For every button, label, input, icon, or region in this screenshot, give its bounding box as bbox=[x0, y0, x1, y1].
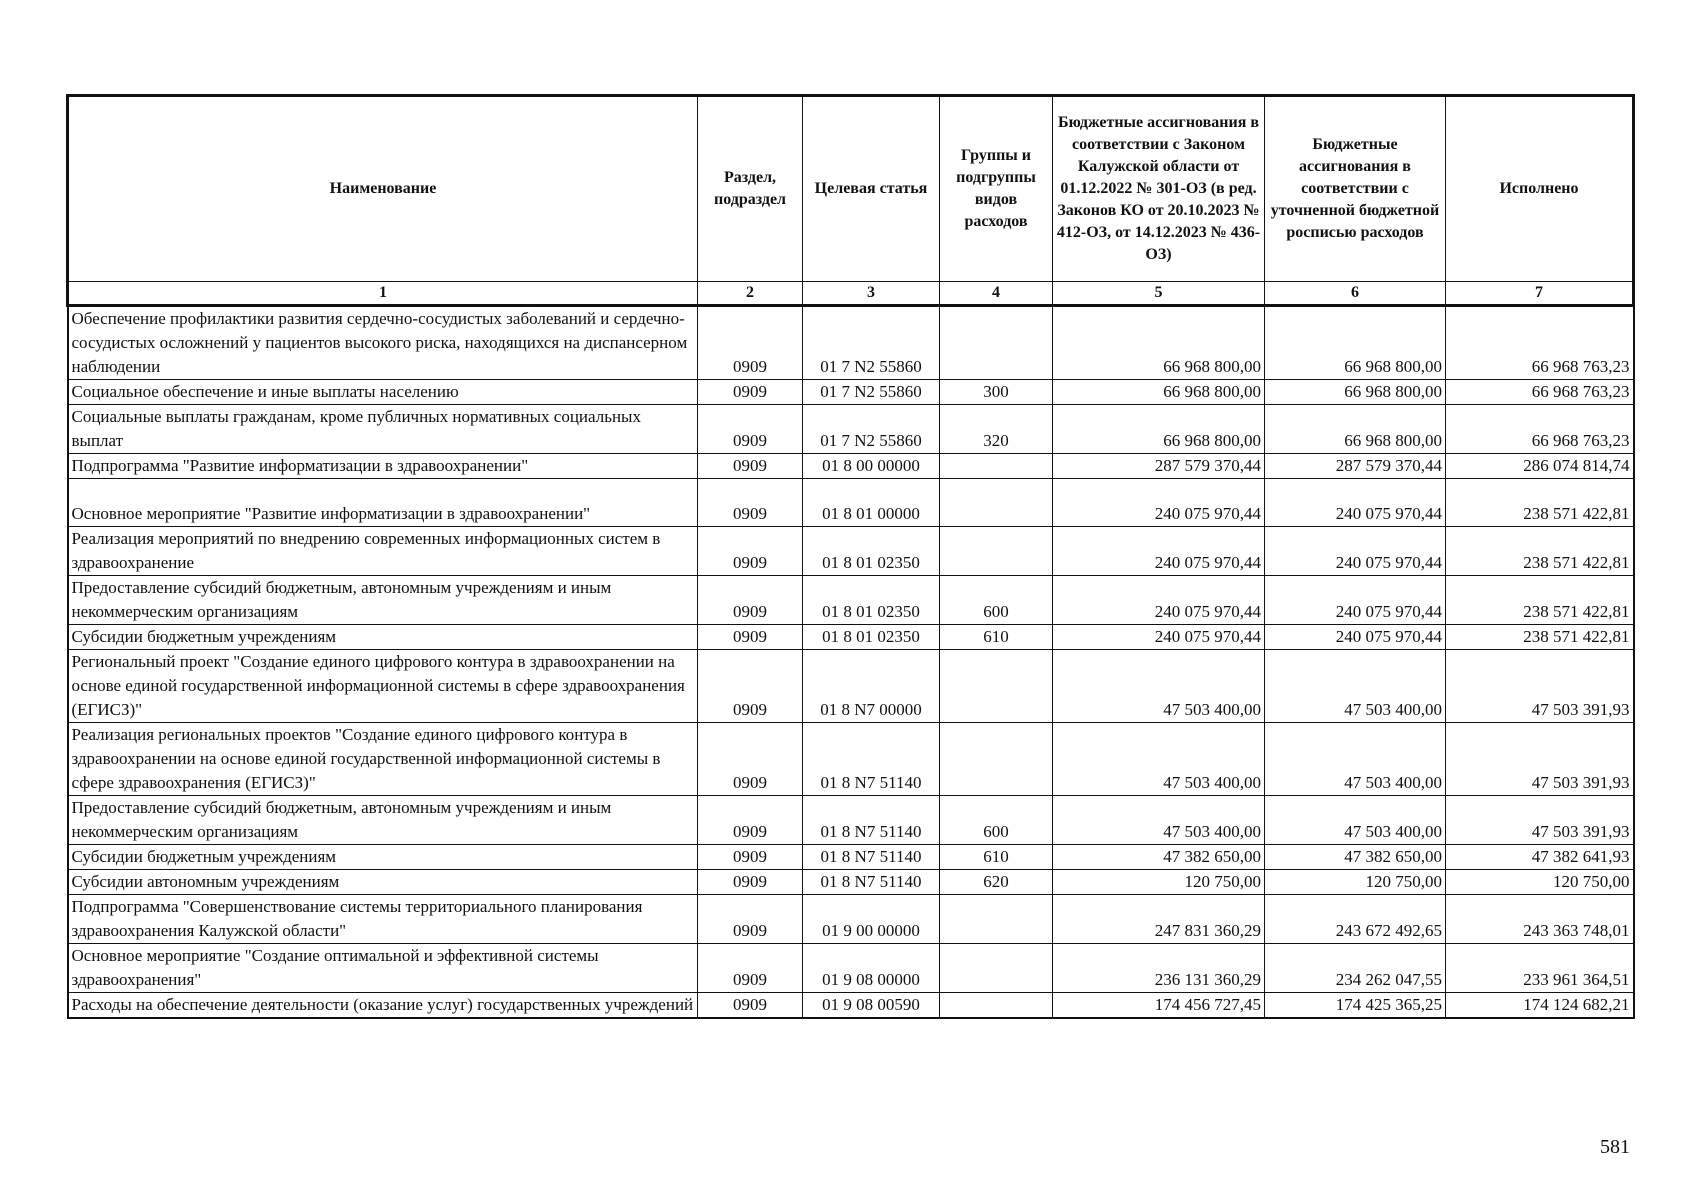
table-row bbox=[68, 845, 1634, 870]
row-refined: 66 968 800,00 bbox=[1265, 380, 1446, 405]
row-refined: 234 262 047,55 bbox=[1265, 944, 1446, 993]
row-executed: 238 571 422,81 bbox=[1446, 527, 1634, 576]
row-name: Предоставление субсидий бюджетным, автономным учреждениям и иным некоммерческим организациям bbox=[68, 796, 698, 845]
row-refined: 66 968 800,00 bbox=[1265, 405, 1446, 454]
row-target: 01 8 N7 51140 bbox=[803, 870, 940, 895]
row-executed: 286 074 814,74 bbox=[1446, 454, 1634, 479]
row-group bbox=[940, 650, 1053, 723]
row-target: 01 9 08 00000 bbox=[803, 944, 940, 993]
row-refined: 120 750,00 bbox=[1265, 870, 1446, 895]
row-name: Субсидии бюджетным учреждениям bbox=[68, 625, 698, 650]
row-group: 610 bbox=[940, 625, 1053, 650]
column-number-row bbox=[68, 282, 1634, 306]
row-section: 0909 bbox=[698, 650, 803, 723]
header-law: Бюджетные ассигнования в соответствии с Законом Калужской области от 01.12.2022 № 301-ОЗ (в ред. Законов КО от 20.10.2023 № 412-ОЗ, от 14.12.2023 № 436-ОЗ) bbox=[1053, 96, 1265, 282]
row-group: 610 bbox=[940, 845, 1053, 870]
row-group: 620 bbox=[940, 870, 1053, 895]
row-section: 0909 bbox=[698, 576, 803, 625]
row-executed: 120 750,00 bbox=[1446, 870, 1634, 895]
row-executed: 238 571 422,81 bbox=[1446, 576, 1634, 625]
row-refined: 174 425 365,25 bbox=[1265, 993, 1446, 1019]
row-refined: 243 672 492,65 bbox=[1265, 895, 1446, 944]
table-row bbox=[68, 479, 1634, 527]
column-number: 2 bbox=[698, 282, 803, 306]
table-row bbox=[68, 895, 1634, 944]
row-group: 600 bbox=[940, 576, 1053, 625]
header-name: Наименование bbox=[68, 96, 698, 282]
row-group bbox=[940, 895, 1053, 944]
row-executed: 174 124 682,21 bbox=[1446, 993, 1634, 1019]
row-law: 240 075 970,44 bbox=[1053, 576, 1265, 625]
column-number: 5 bbox=[1053, 282, 1265, 306]
row-law: 240 075 970,44 bbox=[1053, 625, 1265, 650]
table-row bbox=[68, 380, 1634, 405]
row-target: 01 8 01 02350 bbox=[803, 527, 940, 576]
row-executed: 47 503 391,93 bbox=[1446, 796, 1634, 845]
column-number: 3 bbox=[803, 282, 940, 306]
column-number: 4 bbox=[940, 282, 1053, 306]
table-row bbox=[68, 796, 1634, 845]
row-name: Расходы на обеспечение деятельности (оказание услуг) государственных учреждений bbox=[68, 993, 698, 1019]
row-group: 300 bbox=[940, 380, 1053, 405]
row-law: 66 968 800,00 bbox=[1053, 380, 1265, 405]
table-row bbox=[68, 870, 1634, 895]
row-law: 47 503 400,00 bbox=[1053, 650, 1265, 723]
row-target: 01 8 01 02350 bbox=[803, 576, 940, 625]
row-group: 320 bbox=[940, 405, 1053, 454]
row-executed: 66 968 763,23 bbox=[1446, 306, 1634, 380]
row-section: 0909 bbox=[698, 796, 803, 845]
row-group bbox=[940, 454, 1053, 479]
row-target: 01 9 00 00000 bbox=[803, 895, 940, 944]
row-law: 247 831 360,29 bbox=[1053, 895, 1265, 944]
row-law: 120 750,00 bbox=[1053, 870, 1265, 895]
row-section: 0909 bbox=[698, 454, 803, 479]
row-group bbox=[940, 479, 1053, 527]
row-executed: 66 968 763,23 bbox=[1446, 405, 1634, 454]
row-name: Подпрограмма "Совершенствование системы территориального планирования здравоохранения Калужской области" bbox=[68, 895, 698, 944]
table-row bbox=[68, 454, 1634, 479]
row-name: Реализация региональных проектов "Создание единого цифрового контура в здравоохранении на основе единой государственной информационной системы в сфере здравоохранения (ЕГИСЗ)" bbox=[68, 723, 698, 796]
table-row bbox=[68, 527, 1634, 576]
row-section: 0909 bbox=[698, 380, 803, 405]
row-refined: 240 075 970,44 bbox=[1265, 625, 1446, 650]
row-section: 0909 bbox=[698, 895, 803, 944]
row-law: 47 503 400,00 bbox=[1053, 723, 1265, 796]
row-refined: 240 075 970,44 bbox=[1265, 479, 1446, 527]
row-refined: 47 503 400,00 bbox=[1265, 723, 1446, 796]
column-number: 6 bbox=[1265, 282, 1446, 306]
row-name: Основное мероприятие "Развитие информатизации в здравоохранении" bbox=[68, 479, 698, 527]
row-law: 236 131 360,29 bbox=[1053, 944, 1265, 993]
header-row bbox=[68, 96, 1634, 282]
row-law: 240 075 970,44 bbox=[1053, 479, 1265, 527]
row-name: Субсидии автономным учреждениям bbox=[68, 870, 698, 895]
row-executed: 243 363 748,01 bbox=[1446, 895, 1634, 944]
row-name: Социальное обеспечение и иные выплаты населению bbox=[68, 380, 698, 405]
row-executed: 238 571 422,81 bbox=[1446, 625, 1634, 650]
column-number: 1 bbox=[68, 282, 698, 306]
row-target: 01 8 01 00000 bbox=[803, 479, 940, 527]
row-section: 0909 bbox=[698, 870, 803, 895]
row-target: 01 8 00 00000 bbox=[803, 454, 940, 479]
row-law: 174 456 727,45 bbox=[1053, 993, 1265, 1019]
row-group bbox=[940, 723, 1053, 796]
row-refined: 240 075 970,44 bbox=[1265, 527, 1446, 576]
row-target: 01 8 N7 00000 bbox=[803, 650, 940, 723]
row-refined: 287 579 370,44 bbox=[1265, 454, 1446, 479]
budget-table-container bbox=[66, 94, 1632, 1019]
table-row bbox=[68, 993, 1634, 1019]
row-law: 66 968 800,00 bbox=[1053, 306, 1265, 380]
row-group bbox=[940, 993, 1053, 1019]
row-target: 01 8 N7 51140 bbox=[803, 723, 940, 796]
row-group: 600 bbox=[940, 796, 1053, 845]
page-number: 581 bbox=[1600, 1136, 1630, 1158]
row-refined: 66 968 800,00 bbox=[1265, 306, 1446, 380]
row-section: 0909 bbox=[698, 723, 803, 796]
table-row bbox=[68, 306, 1634, 380]
row-law: 47 503 400,00 bbox=[1053, 796, 1265, 845]
header-refined: Бюджетные ассигнования в соответствии с уточненной бюджетной росписью расходов bbox=[1265, 96, 1446, 282]
table-row bbox=[68, 650, 1634, 723]
table-row bbox=[68, 723, 1634, 796]
budget-table bbox=[66, 94, 1635, 1019]
row-group bbox=[940, 527, 1053, 576]
row-name: Обеспечение профилактики развития сердечно-сосудистых заболеваний и сердечно-сосудистых осложнений у пациентов высокого риска, находящихся на диспансерном наблюдении bbox=[68, 306, 698, 380]
row-section: 0909 bbox=[698, 625, 803, 650]
row-name: Основное мероприятие "Создание оптимальной и эффективной системы здравоохранения" bbox=[68, 944, 698, 993]
row-name: Реализация мероприятий по внедрению современных информационных систем в здравоохранение bbox=[68, 527, 698, 576]
row-executed: 233 961 364,51 bbox=[1446, 944, 1634, 993]
row-name: Субсидии бюджетным учреждениям bbox=[68, 845, 698, 870]
row-section: 0909 bbox=[698, 306, 803, 380]
row-group bbox=[940, 306, 1053, 380]
row-law: 66 968 800,00 bbox=[1053, 405, 1265, 454]
row-law: 47 382 650,00 bbox=[1053, 845, 1265, 870]
row-target: 01 7 N2 55860 bbox=[803, 380, 940, 405]
row-name: Социальные выплаты гражданам, кроме публичных нормативных социальных выплат bbox=[68, 405, 698, 454]
row-executed: 47 503 391,93 bbox=[1446, 650, 1634, 723]
row-refined: 240 075 970,44 bbox=[1265, 576, 1446, 625]
row-section: 0909 bbox=[698, 944, 803, 993]
row-section: 0909 bbox=[698, 845, 803, 870]
row-target: 01 9 08 00590 bbox=[803, 993, 940, 1019]
row-name: Подпрограмма "Развитие информатизации в здравоохранении" bbox=[68, 454, 698, 479]
header-section: Раздел, подраздел bbox=[698, 96, 803, 282]
row-executed: 66 968 763,23 bbox=[1446, 380, 1634, 405]
row-executed: 47 382 641,93 bbox=[1446, 845, 1634, 870]
row-name: Региональный проект "Создание единого цифрового контура в здравоохранении на основе единой государственной информационной системы в сфере здравоохранения (ЕГИСЗ)" bbox=[68, 650, 698, 723]
row-name: Предоставление субсидий бюджетным, автономным учреждениям и иным некоммерческим организациям bbox=[68, 576, 698, 625]
row-target: 01 8 01 02350 bbox=[803, 625, 940, 650]
header-executed: Исполнено bbox=[1446, 96, 1634, 282]
row-section: 0909 bbox=[698, 993, 803, 1019]
column-number: 7 bbox=[1446, 282, 1634, 306]
row-law: 240 075 970,44 bbox=[1053, 527, 1265, 576]
row-law: 287 579 370,44 bbox=[1053, 454, 1265, 479]
row-refined: 47 503 400,00 bbox=[1265, 796, 1446, 845]
row-target: 01 7 N2 55860 bbox=[803, 306, 940, 380]
table-row bbox=[68, 576, 1634, 625]
row-target: 01 8 N7 51140 bbox=[803, 796, 940, 845]
table-row bbox=[68, 625, 1634, 650]
row-section: 0909 bbox=[698, 479, 803, 527]
row-executed: 47 503 391,93 bbox=[1446, 723, 1634, 796]
row-section: 0909 bbox=[698, 527, 803, 576]
row-group bbox=[940, 944, 1053, 993]
table-row bbox=[68, 944, 1634, 993]
header-target: Целевая статья bbox=[803, 96, 940, 282]
row-refined: 47 382 650,00 bbox=[1265, 845, 1446, 870]
row-target: 01 8 N7 51140 bbox=[803, 845, 940, 870]
row-executed: 238 571 422,81 bbox=[1446, 479, 1634, 527]
table-row bbox=[68, 405, 1634, 454]
row-section: 0909 bbox=[698, 405, 803, 454]
row-refined: 47 503 400,00 bbox=[1265, 650, 1446, 723]
row-target: 01 7 N2 55860 bbox=[803, 405, 940, 454]
header-groups: Группы и подгруппы видов расходов bbox=[940, 96, 1053, 282]
